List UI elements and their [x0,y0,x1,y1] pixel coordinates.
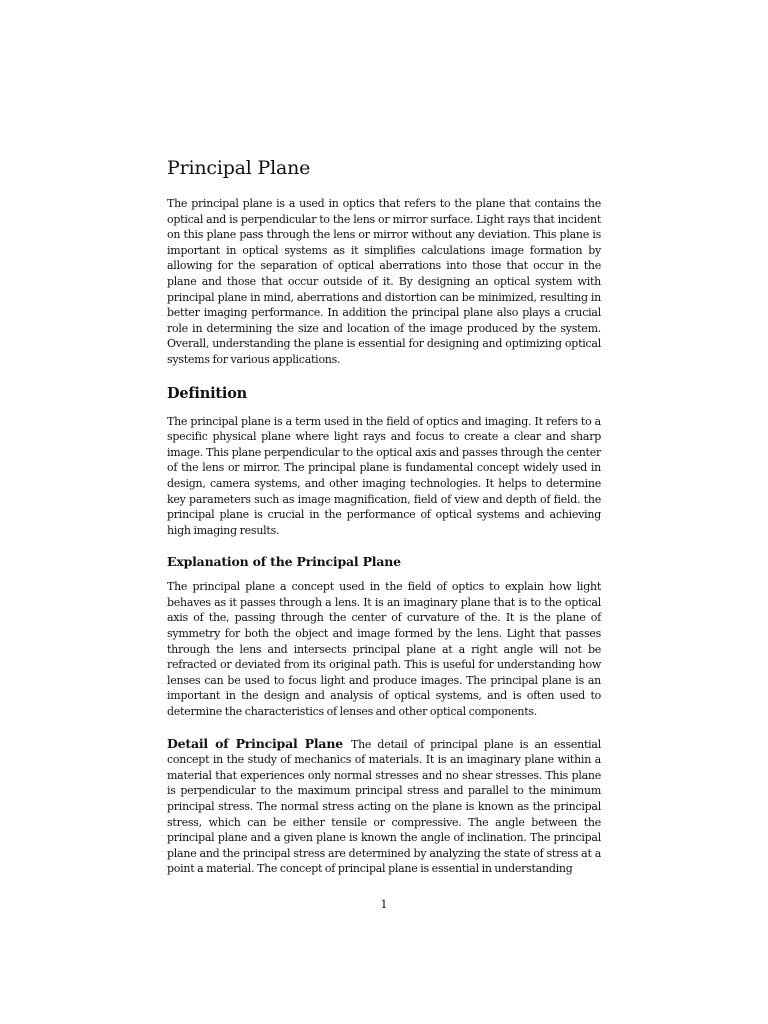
explanation-paragraph: The principal plane a concept used in the field of optics to explain how light behaves as it passes through a lens. It is an imaginary plane that is to the optical axis of the, passing through the center of curvature of the. It is the plane of symmetry for both the object and image formed by the lens. Light that passes through the lens and intersects principal plane at a right angle will not be refracted or deviated from its original path. This is useful for understanding how lenses can be used to focus light and produce images. The principal plane is an important in the design and analysis of optical systems, and is often used to determine the characteristics of lenses and other optical components. [167,580,601,719]
section-heading-definition: Definition [167,384,248,402]
document-title: Principal Plane [167,157,311,179]
page-content [167,156,601,877]
page-number: 1 [380,898,388,911]
definition-paragraph: The principal plane is a term used in the field of optics and imaging. It refers to a specific physical plane where light rays and focus to create a clear and sharp image. This plane perpendicular to the optical axis and passes through the center of the lens or mirror. The principal plane is fundamental concept widely used in design, camera systems, and other imaging technologies. It helps to determine key parameters such as image magnification, field of view and depth of field. the principal plane is crucial in the performance of optical systems and achieving high imaging results. [167,414,601,537]
detail-paragraph-text: The detail of principal plane is an essential concept in the study of mechanics of materials. It is an imaginary plane within a material that experiences only normal stresses and no shear stresses. This plane is perpendicular to the maximum principal stress and parallel to the minimum principal stress. The normal stress acting on the plane is known as the principal stress, which can be either tensile or compressive. The angle between the principal plane and a given plane is known the angle of inclination. The principal plane and the principal stress are determined by analyzing the state of stress at a point a material. The concept of principal plane is essential in understanding [167,737,601,876]
paragraph-heading-detail: Detail of Principal Plane [167,735,343,751]
intro-paragraph: The principal plane is a used in optics that refers to the plane that contains the optical and is perpendicular to the lens or mirror surface. Light rays that incident on this plane pass through the lens or mirror without any deviation. This plane is important in optical systems as it simplifies calculations image formation by allowing for the separation of optical aberrations into those that occur in the plane and those that occur outside of it. By designing an optical system with principal plane in mind, aberrations and distortion can be minimized, resulting in better imaging performance. In addition the principal plane also plays a crucial role in determining the size and location of the image produced by the system. Overall, understanding the plane is essential for designing and optimizing optical systems for various applications. [167,197,601,366]
subsection-heading-explanation: Explanation of the Principal Plane [167,554,401,570]
detail-paragraph-block [167,736,601,877]
